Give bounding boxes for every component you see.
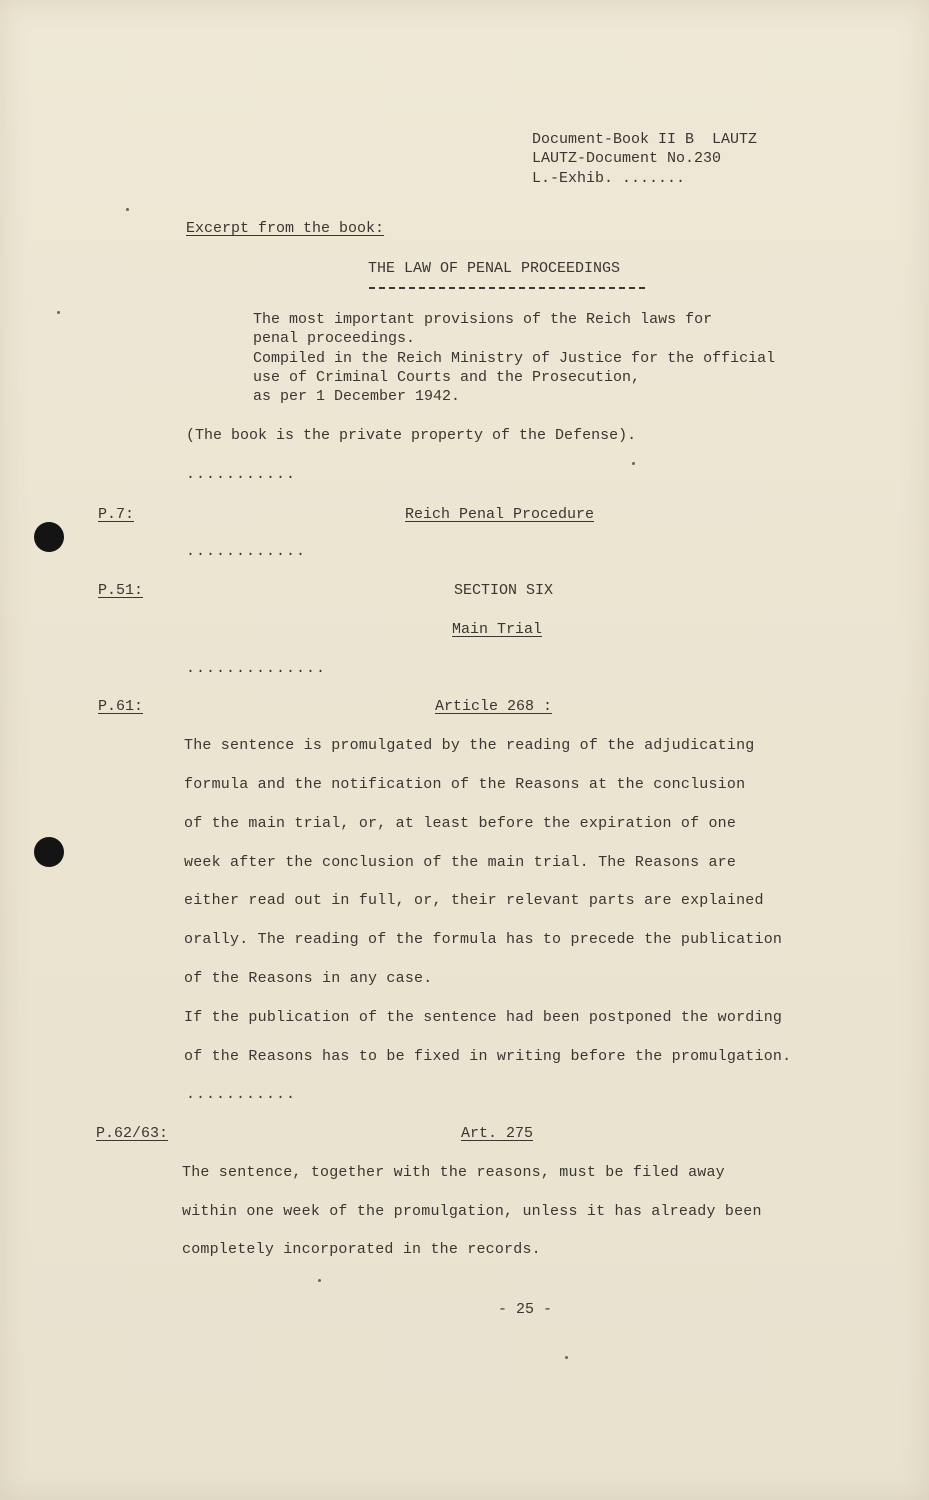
paper-speck <box>57 311 60 314</box>
ownership-note: (The book is the private property of the Defense). <box>186 427 637 444</box>
art-275-line: completely incorporated in the records. <box>182 1241 541 1258</box>
paper-speck <box>318 1279 321 1282</box>
excerpt-label: Excerpt from the book: <box>186 220 385 237</box>
paper-speck <box>565 1356 568 1359</box>
book-description-line: use of Criminal Courts and the Prosecution, <box>253 369 641 386</box>
page-ref-p51: P.51: <box>98 582 144 599</box>
article-268-line: orally. The reading of the formula has to precede the publication <box>184 931 783 948</box>
article-268-line: The sentence is promulgated by the reading of the adjudicating <box>184 737 755 754</box>
header-line-3: L.-Exhib. ....... <box>532 170 686 187</box>
header-line-2: LAUTZ-Document No.230 <box>532 150 722 167</box>
article-268-line: If the publication of the sentence had been postponed the wording <box>184 1009 783 1026</box>
paper-speck <box>632 462 635 465</box>
book-description-line: Compiled in the Reich Ministry of Justice for the official <box>253 350 776 367</box>
art-275-line: The sentence, together with the reasons, must be filed away <box>182 1164 725 1181</box>
article-268-line: formula and the notification of the Reasons at the conclusion <box>184 776 746 793</box>
heading-reich-penal-procedure: Reich Penal Procedure <box>405 506 595 523</box>
paper-speck <box>126 208 129 211</box>
article-268-line: of the Reasons has to be fixed in writing before the promulgation. <box>184 1048 792 1065</box>
ellipsis: ........... <box>186 466 297 483</box>
title-underline <box>369 287 645 289</box>
ellipsis: ............ <box>186 543 307 560</box>
ellipsis: ........... <box>186 1086 297 1103</box>
page-ref-p61: P.61: <box>98 698 144 715</box>
page-number: - 25 - <box>498 1301 553 1318</box>
book-title: THE LAW OF PENAL PROCEEDINGS <box>368 260 621 277</box>
page-ref-p62-63: P.62/63: <box>96 1125 169 1142</box>
art-275-line: within one week of the promulgation, unless it has already been <box>182 1203 762 1220</box>
header-line-1: Document-Book II B LAUTZ <box>532 131 758 148</box>
subheading-main-trial: Main Trial <box>452 621 543 638</box>
heading-article-268: Article 268 : <box>435 698 553 715</box>
heading-section-six: SECTION SIX <box>454 582 554 599</box>
article-268-line: of the main trial, or, at least before the expiration of one <box>184 815 737 832</box>
book-description-line: penal proceedings. <box>253 330 416 347</box>
punch-hole-bottom <box>34 837 64 867</box>
page-ref-p7: P.7: <box>98 506 135 523</box>
punch-hole-top <box>34 522 64 552</box>
ellipsis: .............. <box>186 660 327 677</box>
article-268-line: of the Reasons in any case. <box>184 970 433 987</box>
heading-art-275: Art. 275 <box>461 1125 534 1142</box>
book-description-line: as per 1 December 1942. <box>253 388 461 405</box>
article-268-line: week after the conclusion of the main trial. The Reasons are <box>184 854 737 871</box>
book-description-line: The most important provisions of the Reich laws for <box>253 311 713 328</box>
article-268-line: either read out in full, or, their relevant parts are explained <box>184 892 764 909</box>
